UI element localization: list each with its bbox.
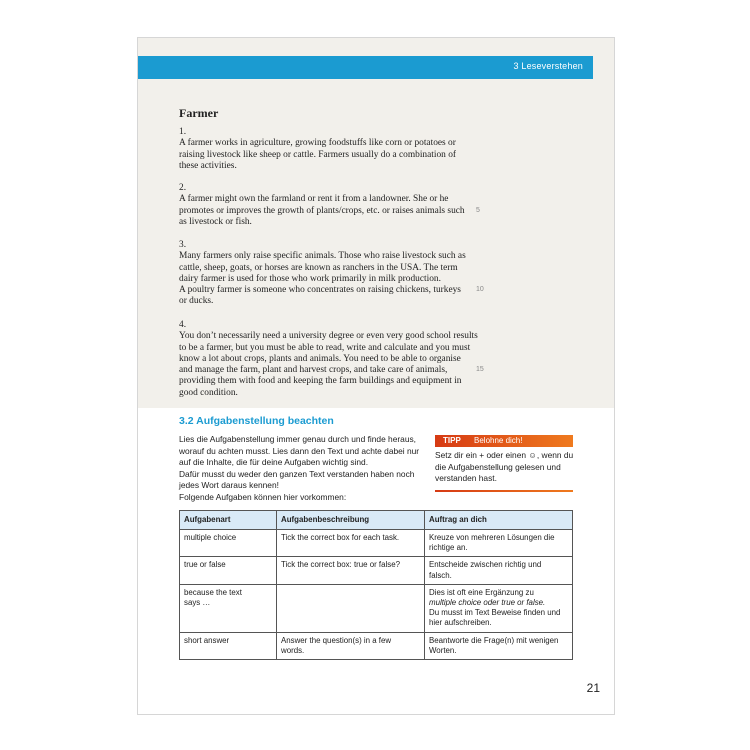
- cell-line: richtige an.: [429, 543, 468, 553]
- text-line: dairy farmer is used for those who work primarily in milk production.: [179, 273, 441, 284]
- cell-line: Tick the correct box: true or false?: [281, 560, 400, 570]
- book-page: [137, 37, 615, 715]
- cell-line: Kreuze von mehreren Lösungen die: [429, 533, 555, 542]
- cell-line: Answer the question(s) in a few: [281, 635, 392, 645]
- table-cell: [180, 557, 277, 584]
- text-line: to be a farmer, but you must be able to read, write and calculate and you must: [179, 342, 471, 353]
- table-row: [180, 584, 573, 632]
- table-cell: [425, 584, 573, 632]
- cell-line: multiple choice oder true or false.: [429, 598, 546, 608]
- table-cell: [277, 557, 425, 584]
- table-header-row: [180, 511, 573, 530]
- tip-label: TIPP: [443, 436, 461, 445]
- text-line: A poultry farmer is someone who concentrates on raising chickens, turkeys: [179, 285, 461, 296]
- cell-line: short answer: [184, 635, 230, 645]
- paragraph-1: [179, 127, 472, 172]
- table-row: [180, 530, 573, 557]
- cell-line: hier aufschreiben.: [429, 618, 492, 628]
- cell-line: says …: [184, 598, 211, 608]
- line-number-10: 10: [476, 286, 484, 293]
- paragraph-number: 2.: [179, 183, 187, 193]
- tip-text: [435, 450, 577, 485]
- cell-line: Du musst im Text Beweise finden und: [429, 608, 561, 618]
- table-cell: [425, 557, 573, 584]
- chapter-header-bar: [138, 56, 593, 79]
- table-cell: [180, 632, 277, 659]
- cell-line: Beantworte die Frage(n) mit wenigen: [429, 635, 559, 645]
- tip-line: die Aufgabenstellung gelesen und: [435, 461, 561, 472]
- tip-header-bar: [435, 435, 573, 447]
- cell-line: Tick the correct box for each task.: [281, 533, 400, 542]
- intro-line: worauf du achten musst. Lies dann den Text und achte dabei nur: [179, 445, 420, 456]
- intro-line: Dafür musst du weder den ganzen Text verstanden haben noch: [179, 468, 415, 479]
- text-title: Farmer: [179, 106, 219, 120]
- paragraph-3: [179, 240, 472, 308]
- text-line: know a lot about crops, plants and animals. You need to be able to organise: [179, 353, 461, 364]
- cell-line: Entscheide zwischen richtig und: [429, 560, 542, 570]
- cell-line: multiple choice: [184, 533, 237, 542]
- line-number-5: 5: [476, 207, 480, 214]
- text-line: A farmer might own the farmland or rent it from a landowner. She or he: [179, 194, 449, 205]
- text-line: providing them with food and keeping the farm buildings and equipment in: [179, 376, 462, 387]
- section-title: 3.2 Aufgabenstellung beachten: [179, 415, 334, 427]
- page-number: 21: [586, 681, 600, 695]
- column-header: Auftrag an dich: [425, 511, 573, 530]
- cell-line: because the text: [184, 587, 242, 597]
- cell-line: words.: [281, 645, 305, 655]
- tip-divider: [435, 490, 573, 492]
- column-header: Aufgabenbeschreibung: [277, 511, 425, 530]
- task-types-table: [179, 510, 573, 660]
- cell-line: Worten.: [429, 645, 457, 655]
- table-row: [180, 632, 573, 659]
- paragraph-number: 4.: [179, 320, 187, 330]
- intro-line: jedes Wort daraus kennen!: [179, 480, 279, 490]
- intro-line: auf die Inhalte, die für deine Aufgaben wichtig sind.: [179, 457, 369, 467]
- table-cell: [425, 530, 573, 557]
- text-line: as livestock or fish.: [179, 216, 252, 227]
- text-line: and manage the farm, plant and harvest crops, and take care of animals,: [179, 365, 448, 376]
- text-line: raising livestock like sheep or cattle. Farmers usually do a combination of: [179, 149, 457, 160]
- tip-title: Belohne dich!: [474, 436, 523, 445]
- text-line: these activities.: [179, 160, 237, 171]
- cell-line: Dies ist oft eine Ergänzung zu: [429, 587, 534, 597]
- paragraph-number: 3.: [179, 240, 187, 250]
- text-line: good condition.: [179, 387, 238, 398]
- tip-line: verstanden hast.: [435, 473, 497, 483]
- text-line: You don’t necessarily need a university degree or even very good school results: [179, 331, 478, 342]
- table-row: [180, 557, 573, 584]
- table-cell: [277, 530, 425, 557]
- table-cell: [180, 584, 277, 632]
- table-cell: [425, 632, 573, 659]
- column-header: Aufgabenart: [180, 511, 277, 530]
- cell-line: falsch.: [429, 570, 452, 580]
- section-intro: [179, 434, 429, 503]
- paragraph-2: [179, 183, 472, 228]
- cell-line: true or false: [184, 560, 226, 570]
- paragraph-4: [179, 320, 478, 399]
- table-cell: [277, 632, 425, 659]
- paragraph-number: 1.: [179, 127, 187, 137]
- table-cell: [277, 584, 425, 632]
- chapter-title: 3 Leseverstehen: [513, 61, 583, 71]
- text-line: promotes or improves the growth of plants/crops, etc. or raises animals such: [179, 205, 465, 216]
- intro-line: Folgende Aufgaben können hier vorkommen:: [179, 491, 347, 502]
- text-line: A farmer works in agriculture, growing foodstuffs like corn or potatoes or: [179, 138, 456, 149]
- text-line: or ducks.: [179, 296, 214, 307]
- tip-line: Setz dir ein + oder einen ☺, wenn du: [435, 450, 574, 460]
- text-line: Many farmers only raise specific animals. Those who raise livestock such as: [179, 251, 466, 262]
- intro-line: Lies die Aufgabenstellung immer genau durch und finde heraus,: [179, 434, 416, 444]
- text-line: cattle, sheep, goats, or horses are known as ranchers in the USA. The term: [179, 262, 458, 273]
- table-cell: [180, 530, 277, 557]
- line-number-15: 15: [476, 366, 484, 373]
